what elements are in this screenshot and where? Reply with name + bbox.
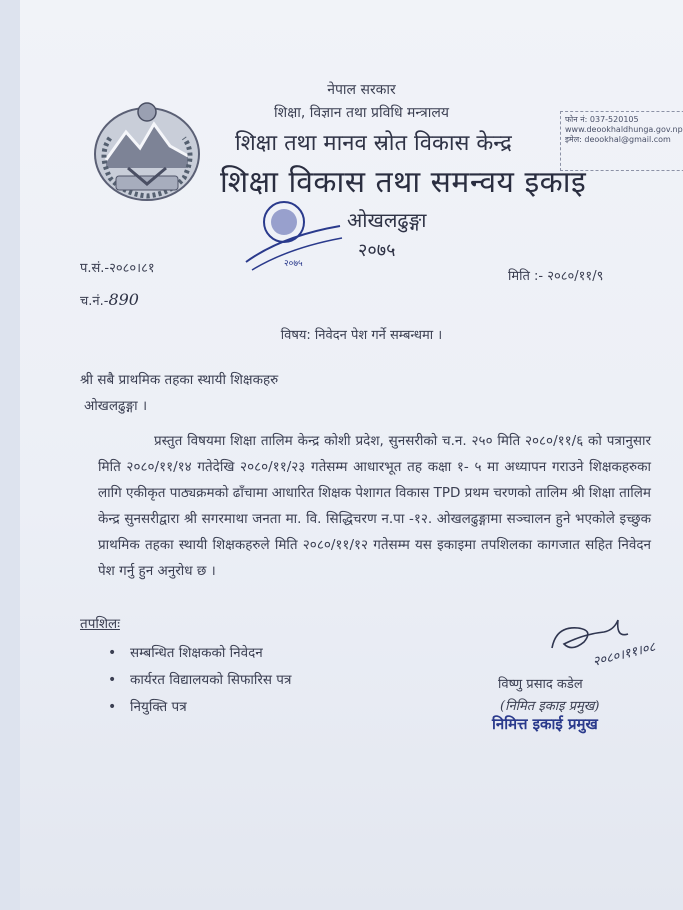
letter-subject: विषय: निवेदन पेश गर्ने सम्बन्धमा । xyxy=(280,328,443,343)
office-location: ओखलढुङ्गा xyxy=(347,208,427,232)
recipient-line-1: श्री सबै प्राथमिक तहका स्थायी शिक्षकहरु xyxy=(80,372,279,388)
contact-website: www.deookhaldhunga.gov.np xyxy=(565,125,683,134)
attachments-list xyxy=(100,640,440,721)
letter-date: मिति :- २०८०/११/९ xyxy=(508,269,604,284)
attachment-item: • कार्यरत विद्यालयको सिफारिस पत्र xyxy=(100,667,440,694)
contact-box xyxy=(560,111,683,171)
government-name: नेपाल सरकार xyxy=(327,82,396,98)
attachment-item: • सम्बन्धित शिक्षकको निवेदन xyxy=(100,640,440,667)
seal-year: २०७५ xyxy=(284,259,303,269)
contact-phone: फोन नं: 037-520105 xyxy=(565,115,639,124)
signatory-name: विष्णु प्रसाद कडेल xyxy=(498,677,583,692)
chalani-number-line xyxy=(80,290,139,309)
center-name: शिक्षा तथा मानव स्रोत विकास केन्द्र xyxy=(235,131,512,156)
handwritten-signature xyxy=(544,612,683,672)
office-seal-stamp xyxy=(242,196,346,276)
patra-sankhya: प.सं.-२०८०।८१ xyxy=(80,261,155,276)
attachments-title: तपशिलः xyxy=(80,616,120,632)
chalani-number-handwritten: 890 xyxy=(108,290,139,309)
designation-stamp: निमित्त इकाई प्रमुख xyxy=(492,715,598,733)
letter-body: प्रस्तुत विषयमा शिक्षा तालिम केन्द्र कोशी प्रदेश, सुनसरीको च.न. २५० मिति २०८०/११/६ को पत्रानुसार मिति २०८०/११/१४ गतेदेखि २०८०/११/२३ गतेसम्म आधारभूत तह कक्षा १- ५ मा अध्यापन गराउने शिक्षकहरुका लागि एकीकृत पाठ्यक्रमको ढाँचामा आधारित शिक्षक पेशागत विकास TPD प्रथम चरणको तालिम श्री शिक्षा तालिम केन्द्र सुनसरीद्वारा श्री सगरमाथा जनता मा. वि. सिद्धिचरण न.पा -१२. ओखलढुङ्गामा सञ्चालन हुने भएकोले इच्छुक प्राथमिक तहका स्थायी शिक्षकहरुले मिति २०८०/११/१२ गतेसम्म यस इकाइमा तपशिलका कागजात सहित निवेदन पेश गर्नु हुन अनुरोध छ । xyxy=(98,433,651,579)
signature-date: २०८०।११।०८ xyxy=(591,639,658,670)
ministry-name: शिक्षा, विज्ञान तथा प्रविधि मन्त्रालय xyxy=(274,105,449,121)
chalani-label: च.नं.- xyxy=(80,294,109,309)
contact-email: इमेल: deookhal@gmail.com xyxy=(565,135,671,144)
header-year: २०७५ xyxy=(358,240,396,261)
letter-paper xyxy=(20,0,683,910)
recipient-line-2: ओखलढुङ्गा । xyxy=(84,398,148,414)
attachment-item: • नियुक्ति पत्र xyxy=(100,694,440,721)
unit-name: शिक्षा विकास तथा समन्वय इकाइ xyxy=(220,165,587,200)
signatory-designation-handwritten: (निमित इकाइ प्रमुख) xyxy=(500,699,600,714)
